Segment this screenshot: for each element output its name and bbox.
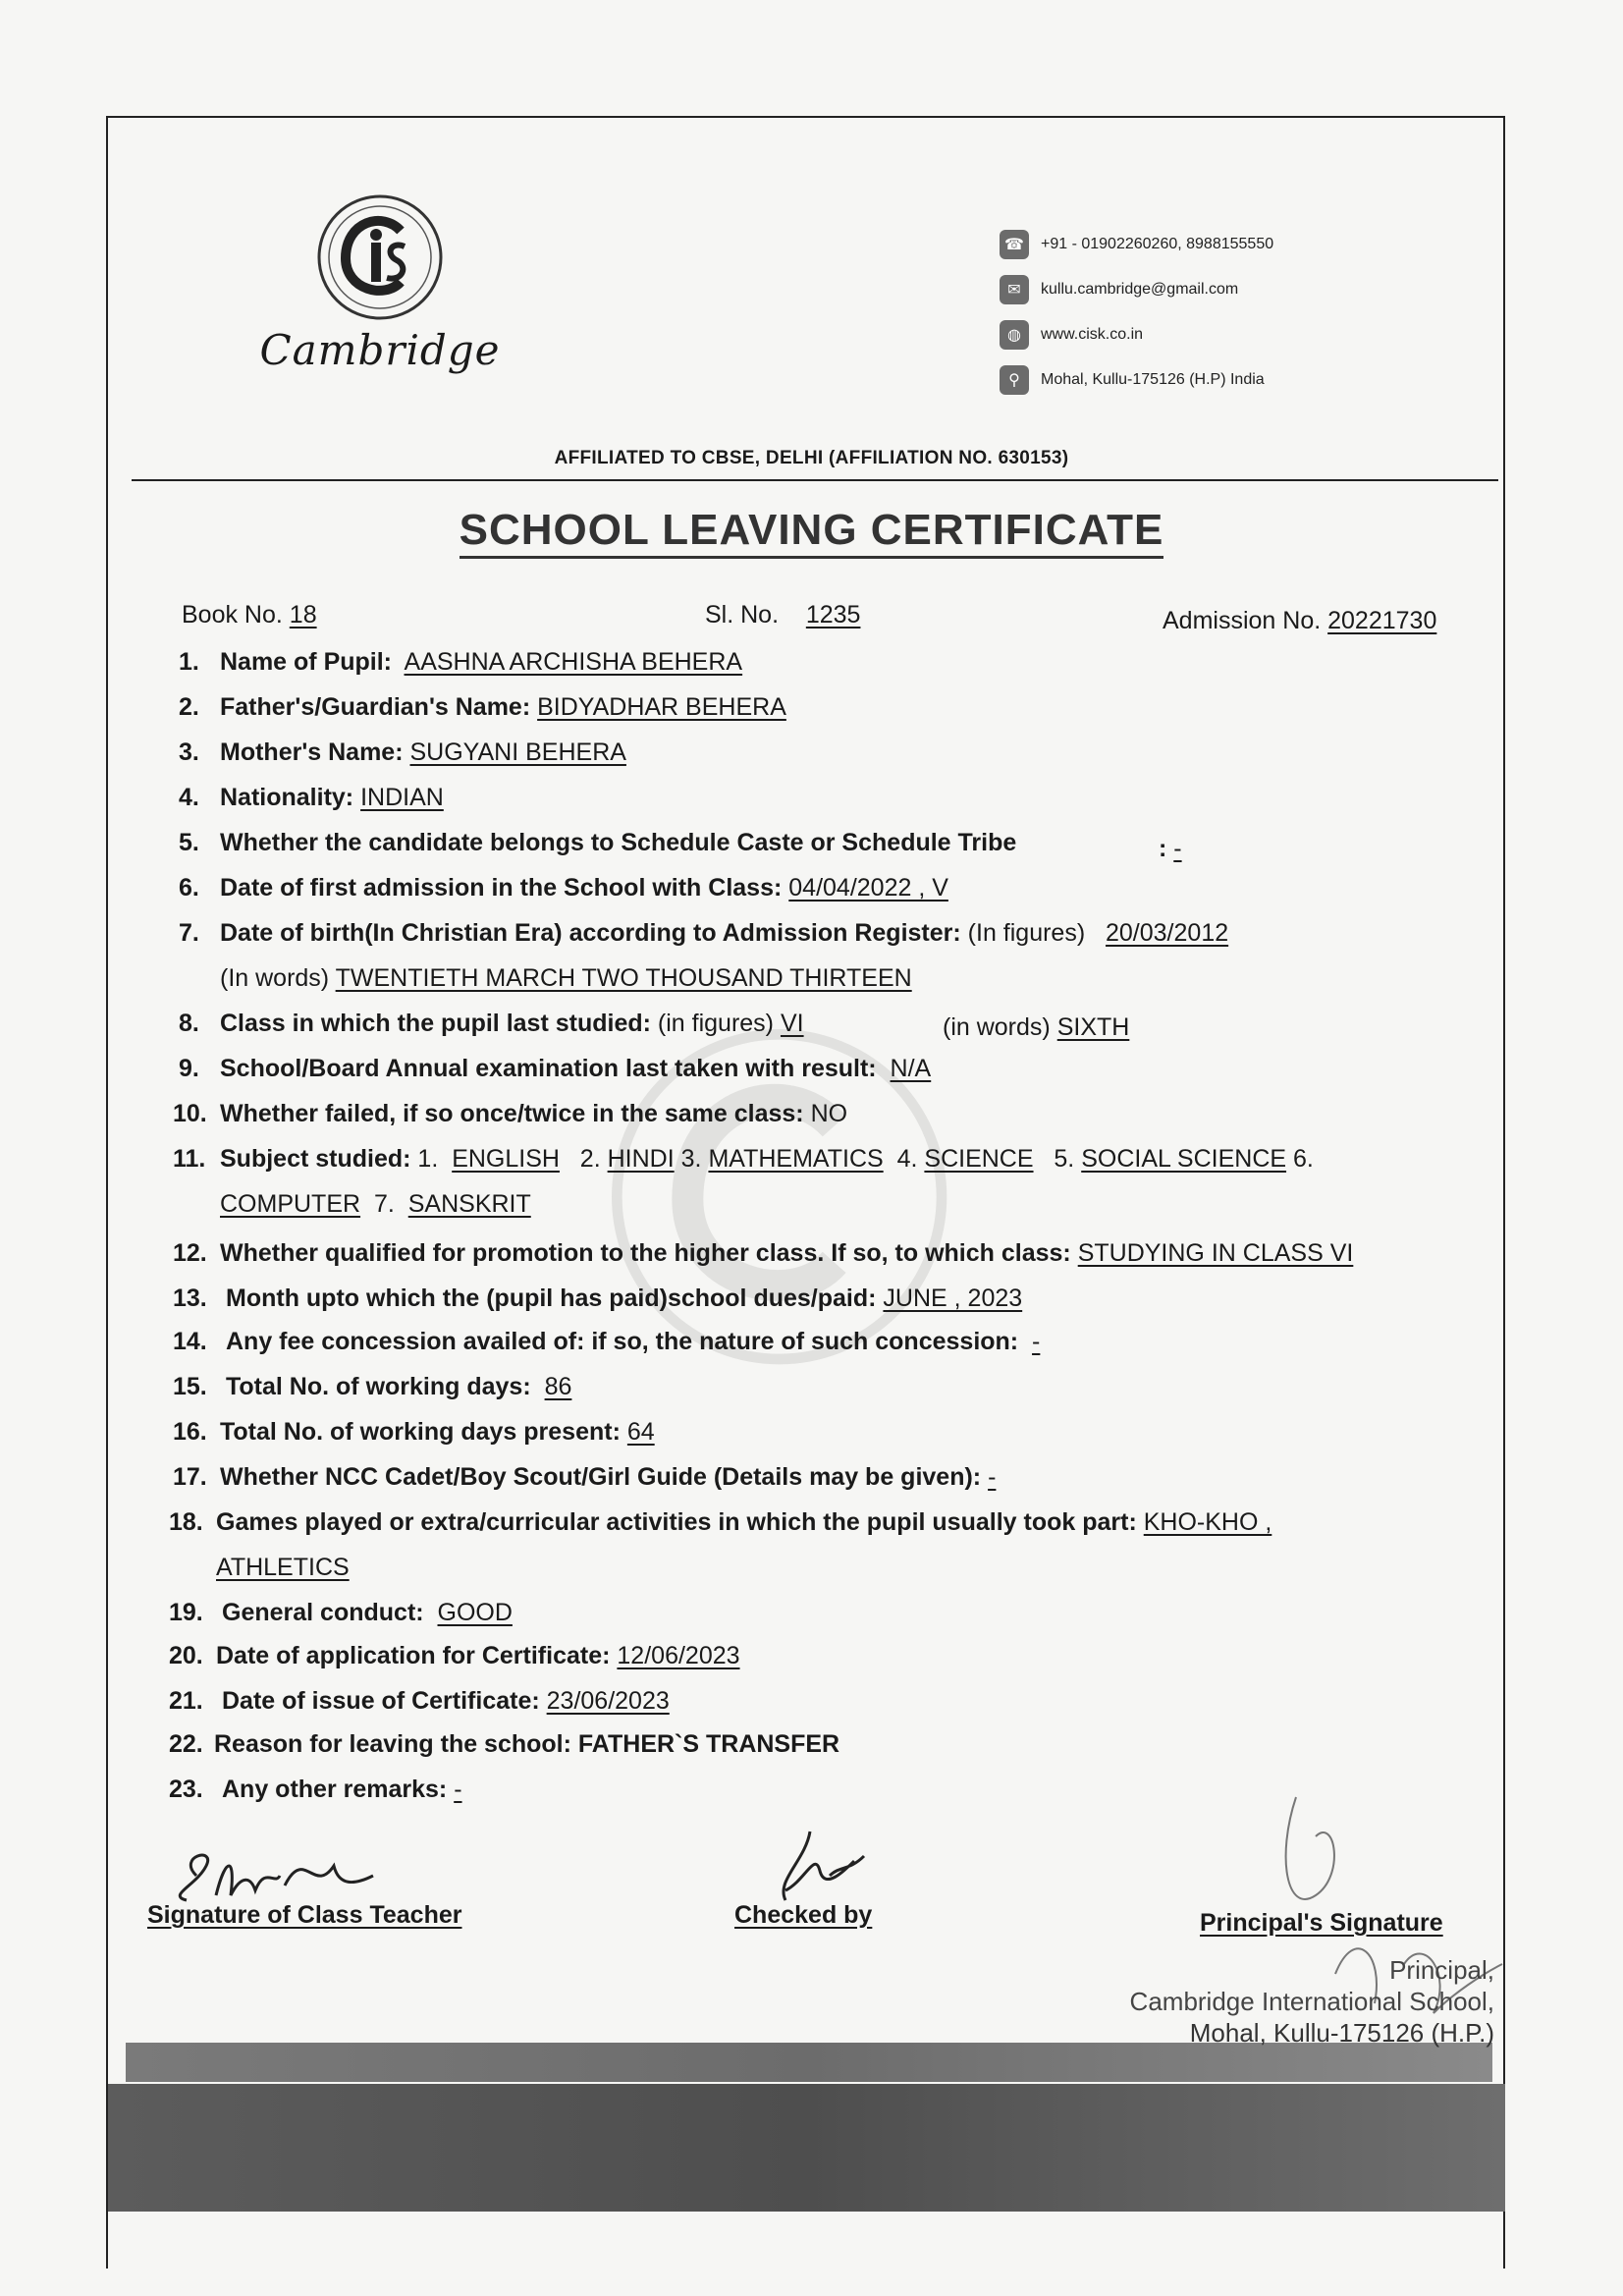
subject-value: MATHEMATICS — [708, 1145, 884, 1173]
globe-icon: ◍ — [1000, 320, 1029, 350]
item-label: School/Board Annual examination last taken with result: — [220, 1055, 877, 1082]
item-value: ATHLETICS — [216, 1554, 350, 1581]
contact-email-text: kullu.cambridge@gmail.com — [1041, 281, 1239, 298]
item-number: 13. — [173, 1285, 207, 1312]
item-number: 14. — [173, 1328, 207, 1355]
school-stamp — [1062, 1954, 1494, 2049]
item-1 — [179, 648, 742, 677]
item-number: 5. — [179, 829, 199, 856]
item-label: Father's/Guardian's Name: — [220, 693, 531, 721]
item-label: Date of first admission in the School with Class: — [220, 874, 783, 902]
item-value: - — [454, 1776, 462, 1803]
item-number: 11. — [173, 1145, 206, 1173]
item-number: 7. — [179, 919, 199, 947]
school-logo-icon — [314, 191, 447, 324]
subject-number: 3. — [680, 1145, 702, 1173]
item-label: Total No. of working days: — [226, 1373, 531, 1400]
item-label: Subject studied: — [220, 1145, 411, 1173]
item-4 — [179, 784, 444, 812]
item-label: Whether NCC Cadet/Boy Scout/Girl Guide (Details may be given): — [220, 1463, 982, 1491]
scan-shadow-band-lower — [108, 2084, 1505, 2212]
certificate-title-text: SCHOOL LEAVING CERTIFICATE — [460, 506, 1164, 559]
item-number: 16. — [173, 1418, 207, 1446]
sl-no-value: 1235 — [805, 601, 861, 629]
location-icon: ⚲ — [1000, 365, 1029, 395]
item-number: 22. — [169, 1730, 203, 1758]
contact-website-text: www.cisk.co.in — [1041, 326, 1144, 343]
item-value: TWENTIETH MARCH TWO THOUSAND THIRTEEN — [335, 964, 912, 992]
sl-no-label: Sl. No. — [705, 601, 780, 629]
item-sub-label: (In words) — [220, 964, 330, 992]
stamp-line-3: Mohal, Kullu-175126 (H.P.) — [1189, 2018, 1494, 2048]
item-label: Date of birth(In Christian Era) according to Admission Register: — [220, 919, 961, 947]
item-value: N/A — [890, 1055, 932, 1082]
subject-value: COMPUTER — [220, 1190, 361, 1218]
item-label: Name of Pupil: — [220, 648, 393, 676]
item-value: - — [1173, 835, 1182, 862]
item-value: KHO-KHO , — [1143, 1508, 1272, 1536]
stamp-line-2: Cambridge International School, — [1129, 1987, 1494, 2016]
item-value: INDIAN — [360, 784, 444, 811]
item-label: Reason for leaving the school: — [214, 1730, 571, 1758]
item-label: General conduct: — [222, 1599, 424, 1626]
item-13 — [173, 1285, 1022, 1313]
item-separator: : — [1159, 835, 1167, 862]
contact-website — [1000, 312, 1412, 357]
teacher-signature-label: Signature of Class Teacher — [147, 1901, 462, 1929]
item-number: 19. — [169, 1599, 203, 1626]
item-sub-label: (in figures) — [657, 1010, 774, 1037]
header-divider — [132, 479, 1498, 481]
item-number: 8. — [179, 1010, 199, 1037]
contact-address — [1000, 357, 1412, 403]
item-5 — [179, 829, 1016, 857]
item-value: NO — [810, 1100, 848, 1127]
book-no-value: 18 — [289, 601, 317, 629]
item-label: Whether qualified for promotion to the higher class. If so, to which class: — [220, 1239, 1071, 1267]
item-18 — [169, 1508, 1271, 1537]
item-number: 17. — [173, 1463, 207, 1491]
item-21 — [169, 1687, 670, 1716]
item-8 — [179, 1010, 804, 1038]
book-no-label: Book No. — [182, 601, 283, 629]
item-label: Date of application for Certificate: — [216, 1642, 611, 1669]
principal-signature-label: Principal's Signature — [1200, 1909, 1443, 1937]
admission-no — [1163, 607, 1436, 635]
item-value: JUNE , 2023 — [883, 1285, 1023, 1312]
item-value: - — [988, 1463, 997, 1491]
item-12 — [173, 1239, 1353, 1268]
item-label: Mother's Name: — [220, 738, 404, 766]
item-value: FATHER`S TRANSFER — [577, 1730, 840, 1758]
item-value: 04/04/2022 , V — [788, 874, 948, 902]
subject-number: 4. — [896, 1145, 918, 1173]
item-9 — [179, 1055, 931, 1083]
item-number: 9. — [179, 1055, 199, 1082]
item-number: 12. — [173, 1239, 207, 1267]
item-value: 64 — [626, 1418, 655, 1446]
item-18-cont — [216, 1554, 350, 1582]
item-label: Month upto which the (pupil has paid)school dues/paid: — [226, 1285, 877, 1312]
item-label: Whether failed, if so once/twice in the same class: — [220, 1100, 804, 1127]
contact-phone-text: +91 - 01902260260, 8988155550 — [1041, 236, 1274, 252]
item-number: 6. — [179, 874, 199, 902]
item-value: GOOD — [437, 1599, 513, 1626]
item-11 — [173, 1145, 1314, 1174]
item-5-answer — [1159, 835, 1182, 863]
certificate-title — [0, 506, 1623, 555]
contact-email — [1000, 267, 1412, 312]
item-number: 18. — [169, 1508, 203, 1536]
item-label: Date of issue of Certificate: — [222, 1687, 540, 1715]
item-3 — [179, 738, 626, 767]
item-number: 4. — [179, 784, 199, 811]
item-label: Total No. of working days present: — [220, 1418, 621, 1446]
item-value: VI — [780, 1010, 804, 1037]
item-number: 2. — [179, 693, 199, 721]
item-label: Games played or extra/curricular activities in which the pupil usually took part: — [216, 1508, 1137, 1536]
item-value: SIXTH — [1056, 1013, 1130, 1041]
subject-value: HINDI — [607, 1145, 675, 1173]
item-8-words — [943, 1013, 1129, 1042]
item-22 — [169, 1730, 839, 1759]
email-icon: ✉ — [1000, 275, 1029, 304]
subject-number: 5. — [1054, 1145, 1075, 1173]
item-number: 21. — [169, 1687, 203, 1715]
item-number: 20. — [169, 1642, 203, 1669]
subject-value: ENGLISH — [452, 1145, 560, 1173]
item-label: Class in which the pupil last studied: — [220, 1010, 651, 1037]
subject-number: 6. — [1293, 1145, 1314, 1173]
item-7-words — [220, 964, 912, 993]
item-23 — [169, 1776, 462, 1804]
item-sub-label: (In figures) — [967, 919, 1086, 947]
item-number: 10. — [173, 1100, 207, 1127]
contact-phone — [1000, 222, 1412, 267]
item-number: 15. — [173, 1373, 207, 1400]
subject-number: 1. — [417, 1145, 439, 1173]
item-number: 3. — [179, 738, 199, 766]
checked-by-signature-icon — [756, 1822, 884, 1910]
sl-no — [705, 601, 860, 629]
item-value: SUGYANI BEHERA — [409, 738, 626, 766]
item-19 — [169, 1599, 513, 1627]
item-value: AASHNA ARCHISHA BEHERA — [404, 648, 743, 676]
admission-no-value: 20221730 — [1327, 607, 1437, 634]
subject-number: 2. — [579, 1145, 601, 1173]
item-6 — [179, 874, 948, 902]
item-value: 12/06/2023 — [617, 1642, 740, 1669]
item-number: 1. — [179, 648, 199, 676]
checked-by-label: Checked by — [734, 1901, 873, 1929]
subject-value: SOCIAL SCIENCE — [1081, 1145, 1287, 1173]
item-sub-label: (in words) — [943, 1013, 1051, 1041]
item-14 — [173, 1328, 1040, 1356]
subject-value: SCIENCE — [924, 1145, 1034, 1173]
item-11-cont — [220, 1190, 531, 1219]
item-10 — [173, 1100, 847, 1128]
item-17 — [173, 1463, 996, 1492]
item-value: - — [1032, 1328, 1041, 1355]
item-7 — [179, 919, 1228, 948]
contact-block — [1000, 222, 1412, 403]
item-value: 20/03/2012 — [1106, 919, 1229, 947]
item-16 — [173, 1418, 655, 1447]
book-no — [182, 601, 317, 629]
item-label: Any other remarks: — [222, 1776, 448, 1803]
admission-no-label: Admission No. — [1163, 607, 1322, 634]
brand-name: Cambridge — [259, 326, 501, 374]
item-value: STUDYING IN CLASS VI — [1077, 1239, 1354, 1267]
affiliation-text: AFFILIATED TO CBSE, DELHI (AFFILIATION NO. 630153) — [554, 448, 1069, 468]
item-2 — [179, 693, 786, 722]
item-value: 86 — [544, 1373, 572, 1400]
subject-number: 7. — [373, 1190, 395, 1218]
item-15 — [173, 1373, 571, 1401]
stamp-line-1: Principal, — [1389, 1955, 1494, 1985]
subject-value: SANSKRIT — [407, 1190, 531, 1218]
contact-address-text: Mohal, Kullu-175126 (H.P) India — [1041, 371, 1265, 388]
scan-shadow-band — [126, 2043, 1492, 2082]
item-label: Any fee concession availed of: if so, the nature of such concession: — [226, 1328, 1019, 1355]
item-value: BIDYADHAR BEHERA — [537, 693, 786, 721]
item-label: Nationality: — [220, 784, 354, 811]
phone-icon: ☎ — [1000, 230, 1029, 259]
item-number: 23. — [169, 1776, 203, 1803]
item-20 — [169, 1642, 740, 1670]
item-label: Whether the candidate belongs to Schedule Caste or Schedule Tribe — [220, 829, 1017, 856]
item-value: 23/06/2023 — [546, 1687, 670, 1715]
